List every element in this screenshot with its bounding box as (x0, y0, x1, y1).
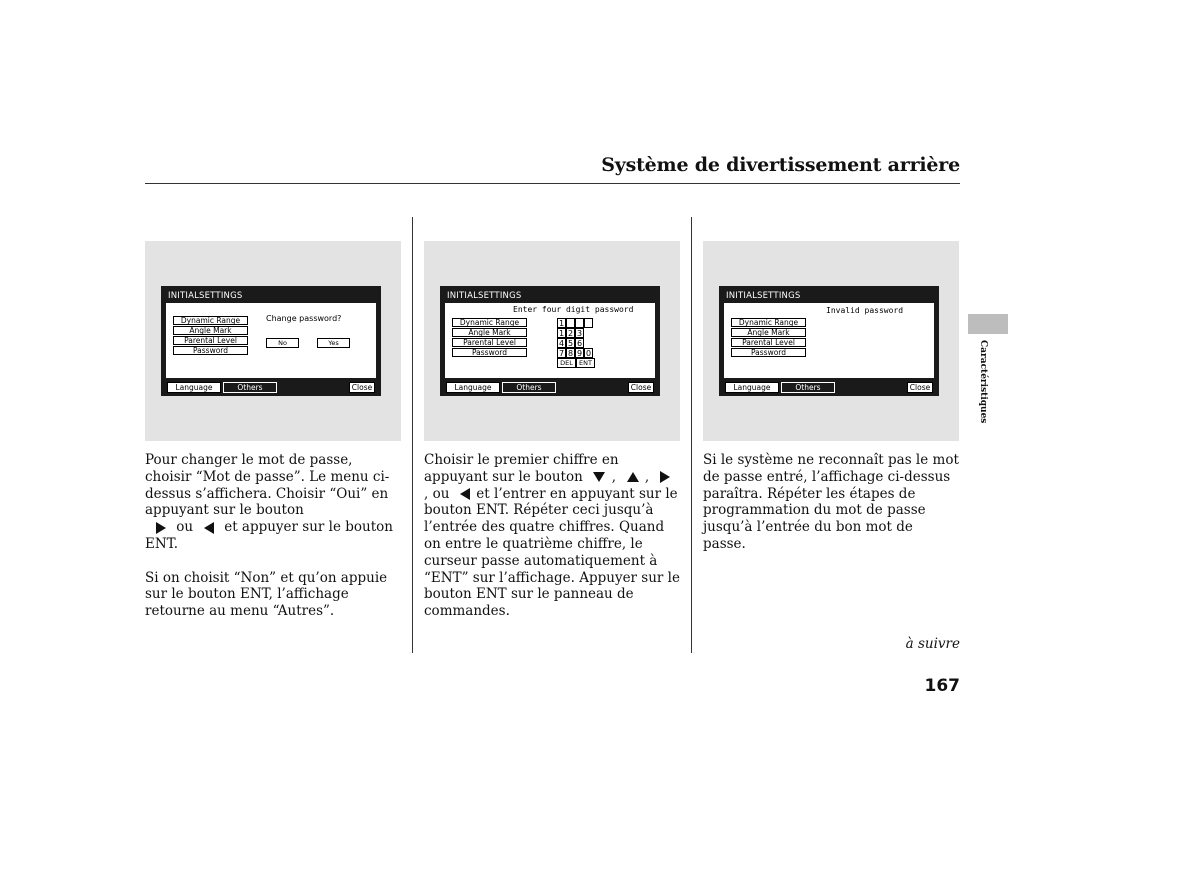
menu-item-angle-mark[interactable]: Angle Mark (173, 326, 248, 335)
page-number: 167 (924, 676, 960, 696)
section-tab-marker (968, 314, 1008, 334)
paragraph: Si on choisit “Non” et qu’on appuie sur le bouton ENT, l’affichage retourne au menu “Autres”. (145, 569, 388, 620)
down-arrow-icon (593, 472, 605, 482)
menu-item-password[interactable]: Password (173, 346, 248, 355)
menu-item-password[interactable]: Password (452, 348, 527, 357)
paragraph: Si le système ne reconnaît pas le mot de passe entré, l’affichage ci-dessus paraîtra. Répéter les étapes de programmation du mot de passe jusqu’à l’entrée du bon mot de passe. (703, 452, 959, 552)
key-4[interactable]: 4 (558, 339, 565, 348)
enter-password-prompt: Enter four digit password (513, 305, 634, 314)
section-label-text: Caractéristiques (978, 340, 988, 424)
password-digit-2 (566, 318, 575, 328)
header-divider (145, 183, 960, 184)
screen-tab-bar (161, 382, 381, 394)
no-button[interactable]: No (266, 338, 299, 348)
screen-title: INITIALSETTINGS (726, 291, 801, 301)
tab-language[interactable]: Language (167, 382, 221, 393)
menu-item-parental-level[interactable]: Parental Level (173, 336, 248, 345)
figure-invalid-password (703, 241, 959, 441)
menu-item-dynamic-range[interactable]: Dynamic Range (452, 318, 527, 327)
key-7[interactable]: 7 (558, 349, 565, 358)
key-del[interactable]: DEL (557, 358, 576, 368)
column-3-text (703, 452, 959, 570)
figure-enter-password (424, 241, 680, 441)
tab-others[interactable]: Others (502, 382, 556, 393)
menu-item-dynamic-range[interactable]: Dynamic Range (173, 316, 248, 325)
right-arrow-icon (156, 522, 166, 534)
change-password-prompt: Change password? (266, 314, 342, 323)
screen-body (445, 303, 655, 378)
key-2[interactable]: 2 (567, 329, 574, 338)
column-2-text (424, 452, 680, 637)
password-digit-3 (575, 318, 584, 328)
page-title: Système de divertissement arrière (601, 154, 960, 176)
menu-item-password[interactable]: Password (731, 348, 806, 357)
section-label (976, 340, 990, 430)
continued-note: à suivre (905, 636, 960, 652)
paragraph-text: Pour changer le mot de passe, choisir “Mot de passe”. Le menu ci-dessus s’affichera. Choisir “Oui” en appuyant sur le bouton (145, 452, 390, 519)
key-6[interactable]: 6 (576, 339, 583, 348)
column-divider-2 (691, 217, 692, 653)
display-screen (440, 286, 660, 396)
separator-text: , (611, 468, 616, 485)
tab-others[interactable]: Others (781, 382, 835, 393)
yes-button[interactable]: Yes (317, 338, 350, 348)
key-1[interactable]: 1 (558, 329, 565, 338)
key-5[interactable]: 5 (567, 339, 574, 348)
left-arrow-icon (460, 488, 470, 500)
close-button[interactable]: Close (628, 382, 654, 393)
menu-item-dynamic-range[interactable]: Dynamic Range (731, 318, 806, 327)
password-digit-4 (584, 318, 593, 328)
screen-title: INITIALSETTINGS (168, 291, 243, 301)
tab-others[interactable]: Others (223, 382, 277, 393)
screen-tab-bar (440, 382, 660, 394)
screen-title: INITIALSETTINGS (447, 291, 522, 301)
menu-item-angle-mark[interactable]: Angle Mark (452, 328, 527, 337)
key-3[interactable]: 3 (576, 329, 583, 338)
screen-body (724, 303, 934, 378)
paragraph-text: Choisir le premier chiffre en appuyant sur le bouton (424, 452, 619, 485)
right-arrow-icon (660, 471, 670, 483)
paragraph-text: et appuyer sur le bouton ENT. (145, 519, 393, 552)
figure-change-password (145, 241, 401, 441)
screen-body (166, 303, 376, 378)
left-arrow-icon (204, 522, 214, 534)
separator-text: , (644, 468, 650, 485)
display-screen (719, 286, 939, 396)
close-button[interactable]: Close (349, 382, 375, 393)
key-0[interactable]: 0 (585, 349, 592, 358)
up-arrow-icon (627, 472, 639, 482)
paragraph-text: et l’entrer en appuyant sur le bouton ENT. Répéter ceci jusqu’à l’entrée des quatre chiffres. Quand on entre le quatrième chiffre, le curseur passe automatiquement à “ENT” sur l’affichage. Appuyer sur le bouton ENT sur le panneau de commandes. (424, 485, 680, 620)
menu-item-parental-level[interactable]: Parental Level (452, 338, 527, 347)
separator-text: , ou (424, 485, 450, 502)
key-8[interactable]: 8 (567, 349, 574, 358)
or-text: ou (176, 519, 194, 536)
menu-item-angle-mark[interactable]: Angle Mark (731, 328, 806, 337)
screen-tab-bar (719, 382, 939, 394)
paragraph (424, 452, 680, 620)
key-ent[interactable]: ENT (576, 358, 595, 368)
paragraph (145, 452, 401, 553)
column-divider-1 (412, 217, 413, 653)
menu-item-parental-level[interactable]: Parental Level (731, 338, 806, 347)
display-screen (161, 286, 381, 396)
key-9[interactable]: 9 (576, 349, 583, 358)
password-digit-1: 1 (558, 319, 565, 328)
tab-language[interactable]: Language (446, 382, 500, 393)
column-1-text (145, 452, 401, 637)
tab-language[interactable]: Language (725, 382, 779, 393)
invalid-password-message: Invalid password (826, 306, 904, 315)
close-button[interactable]: Close (907, 382, 933, 393)
